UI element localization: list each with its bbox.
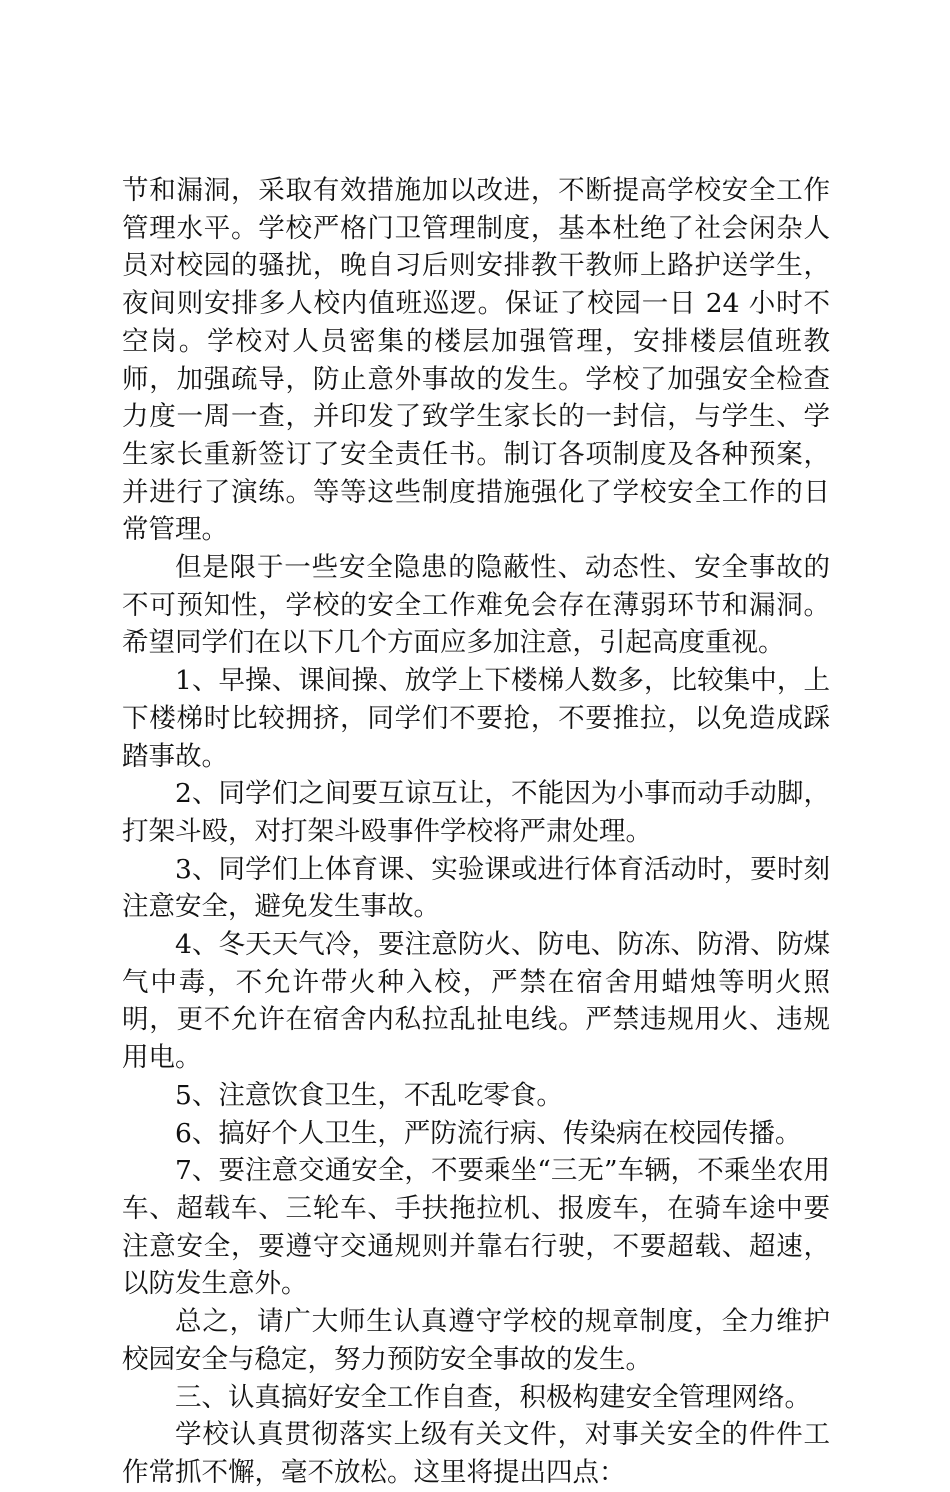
list-item-3: 3、同学们上体育课、实验课或进行体育活动时，要时刻注意安全，避免发生事故。	[122, 853, 830, 923]
list-item-7: 7、要注意交通安全，不要乘坐“三无”车辆，不乘坐农用车、超载车、三轮车、手扶拖拉机、报废车，在骑车途中要注意安全，要遵守交通规则并靠右行驶，不要超载、超速，以防发生意外。	[122, 1155, 830, 1300]
paragraph-four-points: 学校认真贯彻落实上级有关文件，对事关安全的件件工作常抓不懈，毫不放松。这里将提出四点：	[122, 1419, 830, 1488]
document-body	[122, 172, 830, 1492]
list-item-2: 2、同学们之间要互谅互让，不能因为小事而动手动脚，打架斗殴，对打架斗殴事件学校将严肃处理。	[122, 778, 830, 847]
section-heading-3: 三、认真搞好安全工作自查，积极构建安全管理网络。	[175, 1381, 811, 1413]
list-item-5: 5、注意饮食卫生，不乱吃零食。	[175, 1079, 563, 1111]
list-item-4: 4、冬天天气冷，要注意防火、防电、防冻、防滑、防煤气中毒，不允许带火种入校，严禁在宿舍用蜡烛等明火照明，更不允许在宿舍内私拉乱扯电线。严禁违规用火、违规用电。	[122, 929, 830, 1074]
list-item-6: 6、搞好个人卫生，严防流行病、传染病在校园传播。	[175, 1117, 802, 1149]
paragraph-summary: 总之，请广大师生认真遵守学校的规章制度，全力维护校园安全与稳定，努力预防安全事故的发生。	[122, 1306, 830, 1375]
list-item-1: 1、早操、课间操、放学上下楼梯人数多，比较集中，上下楼梯时比较拥挤，同学们不要抢，不要推拉，以免造成踩踏事故。	[122, 665, 830, 772]
paragraph-hidden-risks: 但是限于一些安全隐患的隐蔽性、动态性、安全事故的不可预知性，学校的安全工作难免会存在薄弱环节和漏洞。希望同学们在以下几个方面应多加注意，引起高度重视。	[122, 552, 830, 659]
paragraph-continued: 节和漏洞，采取有效措施加以改进，不断提高学校安全工作管理水平。学校严格门卫管理制度，基本杜绝了社会闲杂人员对校园的骚扰，晚自习后则安排教干教师上路护送学生，夜间则安排多人校内值班巡逻。保证了校园一日 24 小时不空岗。学校对人员密集的楼层加强管理，安排楼层值班教师，加强疏导，防止意外事故的发生。学校了加强安全检查力度一周一查，并印发了致学生家长的一封信，与学生、学生家长重新签订了安全责任书。制订各项制度及各种预案，并进行了演练。等等这些制度措施强化了学校安全工作的日常管理。	[122, 175, 830, 546]
